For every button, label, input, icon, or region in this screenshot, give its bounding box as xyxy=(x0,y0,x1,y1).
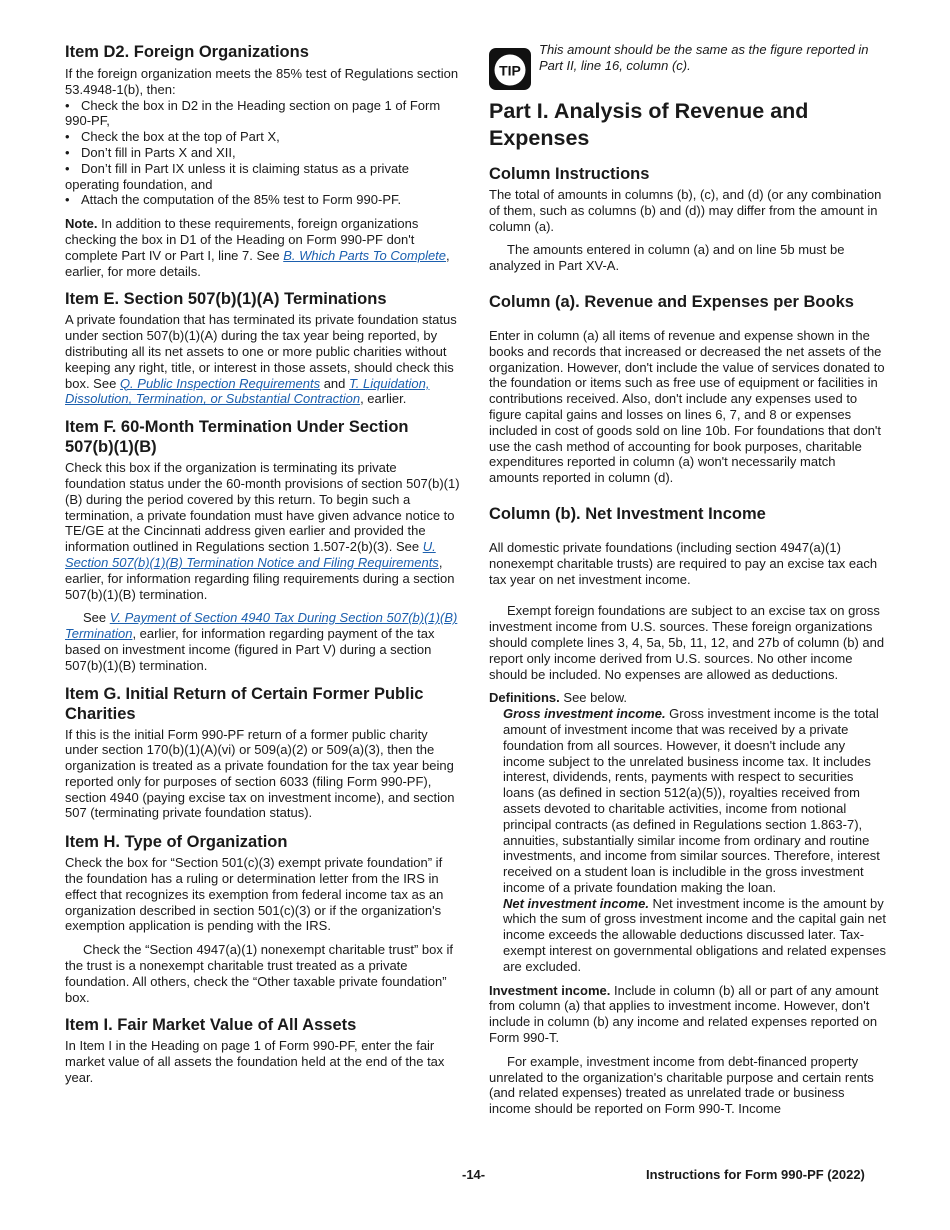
item-e-heading: Item E. Section 507(b)(1)(A) Terminations xyxy=(65,290,387,309)
item-i-heading: Item I. Fair Market Value of All Assets xyxy=(65,1016,357,1035)
link-liquidation-dissolution[interactable]: T. Liquidation, Dissolution, Termination, or Substantial Contraction xyxy=(65,375,430,407)
bullet-icon: • xyxy=(65,144,70,160)
column-instructions-section xyxy=(489,164,887,274)
net-investment-income-para: Net investment income. Net investment income is the amount by which the sum of gross investment income and the capital gain net income exceeds the allowable deductions discussed later. Tax-exempt interest on governmental obligations and related expenses are excluded. xyxy=(503,895,887,974)
column-b-heading: Column (b). Net Investment Income xyxy=(489,504,766,523)
item-h-text-2: Check the “Section 4947(a)(1) nonexempt charitable trust” box if the trust is a nonexempt charitable trust treated as a private foundation. All others, check the “Other taxable private foundation” box. xyxy=(65,942,453,1005)
item-h-heading: Item H. Type of Organization xyxy=(65,833,288,852)
left-column xyxy=(65,40,460,1086)
form-title-footer: Instructions for Form 990-PF (2022) xyxy=(646,1167,865,1182)
list-item: • Check the box in D2 in the Heading section on page 1 of Form 990-PF, xyxy=(65,97,441,129)
item-d2-bullet-list xyxy=(65,98,460,209)
bullet-icon: • xyxy=(65,129,70,145)
definitions-para: Definitions. See below. xyxy=(489,690,627,706)
gross-investment-income-label: Gross investment income. xyxy=(503,706,666,722)
item-f-heading: Item F. 60-Month Termination Under Section 507(b)(1)(B) xyxy=(65,418,409,457)
column-instructions-text-1: The total of amounts in columns (b), (c), and (d) (or any combination of them, such as columns (b) and (d)) may differ from the amount in column (a). xyxy=(489,187,882,234)
link-termination-notice[interactable]: U. Section 507(b)(1)(B) Termination Notice and Filing Requirements xyxy=(65,539,439,570)
list-item: • Attach the computation of the 85% test to Form 990-PF. xyxy=(65,192,402,208)
bullet-icon: • xyxy=(65,160,70,176)
column-a-section xyxy=(489,292,887,486)
column-b-text-2: Exempt foreign foundations are subject to an excise tax on gross investment income from U.S. sources. These foreign organizations should complete lines 3, 4, 5a, 5b, 11, 12, and 27b of column (b) and report only income derived from U.S. sources. No other income should be included. No expenses are allowed as deductions. xyxy=(489,603,885,682)
bullet-icon: • xyxy=(65,192,70,208)
tip-label: TIP xyxy=(499,62,521,79)
item-h-text-1: Check the box for “Section 501(c)(3) exempt private foundation” if the foundation has a ruling or determination letter from the IRS in effect that recognizes its exemption from federal income tax as an organization described in section 501(c)(3) or if the organization's exemption application is pending with the IRS. xyxy=(65,855,444,934)
column-a-heading: Column (a). Revenue and Expenses per Books xyxy=(489,292,854,311)
bullet-icon: • xyxy=(65,97,70,113)
item-d2-heading: Item D2. Foreign Organizations xyxy=(65,43,309,61)
item-e-section xyxy=(65,289,460,407)
right-column xyxy=(489,42,887,1117)
note-label: Note. xyxy=(65,216,98,232)
column-a-text: Enter in column (a) all items of revenue and expense shown in the books and records that increased or decreased the net assets of the organization. However, don't include the value of services donated to the foundation or items such as free use of equipment or facilities in contributions received. Also, don't include any expenses used to figure capital gains and losses on lines 6, 7, and 8 or expenses included in cost of goods sold on line 10b. For foundations that don't use the cash method of accounting for book purposes, charitable expenditures reported in column (a) won't necessarily match amounts reported in column (d). xyxy=(489,327,885,486)
item-f-text: Check this box if the organization is terminating its private foundation status under the 60-month provisions of section 507(b)(1)(B) during the period covered by this return. To begin such a termination, a private foundation must have given advance notice to TE/GE at the Cincinnati address given earlier and provided the information outlined in Regulations section 1.507-2(b)(3). See U. Section 507(b)(1)(B) Termination Notice and Filing Requirements, earlier, for information regarding filing requirements during a section 507(b)(1)(B) termination. xyxy=(65,460,460,602)
item-d2-intro: If the foreign organization meets the 85% test of Regulations section 53.4948-1(b), then: xyxy=(65,66,459,97)
investment-income-label: Investment income. xyxy=(489,982,611,998)
gross-investment-income-para: Gross investment income. Gross investment income is the total amount of investment income that was received by a private foundation from all sources. However, it doesn't include any income subject to the unrelated business income tax. It includes interest, dividends, rents, payments with respect to securities loans (as defined in section 512(a)(5)), royalties received from assets devoted to charitable activities, income from notional principal contracts (as defined in Regulations section 1.863-7), annuities, substantially similar income from ordinary and routine investments, and income from similar sources. Therefore, interest received on a student loan is includible in the gross investment income of a private foundation making the loan. xyxy=(503,706,880,895)
column-instructions-text-2: The amounts entered in column (a) and on line 5b must be analyzed in Part XV-A. xyxy=(489,242,845,274)
tip-icon xyxy=(489,48,531,90)
investment-income-example: For example, investment income from debt-financed property unrelated to the organization's charitable purpose and certain rents (and related expenses) treated as unrelated trade or business income should be reported on Form 990-T. Income xyxy=(489,1053,874,1117)
column-b-text-1: All domestic private foundations (including section 4947(a)(1) nonexempt charitable trusts) are required to pay an excise tax each tax year on net investment income. xyxy=(489,539,878,587)
tip-text: This amount should be the same as the figure reported in Part II, line 16, column (c). xyxy=(539,42,869,73)
item-d2-note: Note. In addition to these requirements, foreign organizations checking the box in D1 of the Heading on Form 990-PF don't complete Part IV or Part I, line 7. See B. Which Parts To Complete, earlier, for more details. xyxy=(65,216,450,279)
part-i-heading: Part I. Analysis of Revenue and Expenses xyxy=(489,99,809,150)
list-item: • Don’t fill in Part IX unless it is claiming status as a private operating foundation, and xyxy=(65,160,410,192)
item-f-see-text: See V. Payment of Section 4940 Tax During Section 507(b)(1)(B) Termination, earlier, for information regarding payment of the tax based on investment income (figured in Part V) during a section 507(b)(1)(B) termination. xyxy=(65,610,458,673)
page-number: -14- xyxy=(462,1167,486,1182)
item-g-section xyxy=(65,684,460,822)
item-e-text: A private foundation that has terminated its private foundation status under section 507(b)(1)(A) during the tax year being reported, by distributing all its net assets to one or more public charities without keeping any right, title, or interest in those assets, should check this box. See Q. Public Inspection Requirements and T. Liquidation, Dissolution, Termination, or Substantial Contraction, earlier. xyxy=(65,312,457,407)
item-g-heading: Item G. Initial Return of Certain Former Public Charities xyxy=(65,684,424,723)
item-d2-section xyxy=(65,42,460,279)
link-public-inspection[interactable]: Q. Public Inspection Requirements xyxy=(119,375,321,391)
investment-income-para: Investment income. Include in column (b) all or part of any amount from column (a) that applies to investment income. However, don't include in column (b) any income and related expenses reported on Form 990-T. xyxy=(489,982,879,1046)
list-item: • Check the box at the top of Part X, xyxy=(65,129,280,145)
column-instructions-heading: Column Instructions xyxy=(489,165,650,183)
column-b-section xyxy=(489,504,887,1117)
net-investment-income-label: Net investment income. xyxy=(503,895,649,911)
definitions-label: Definitions. xyxy=(489,690,560,706)
item-g-text: If this is the initial Form 990-PF return of a former public charity under section 170(b)(1)(A)(vi) or 509(a)(2) or 509(a)(3), then the organization is treated as a private foundation for the tax year being reported only for purposes of section 6033 (filing Form 990-PF), section 4940 (paying excise tax on investment income), and section 507 (terminating private foundation status). xyxy=(65,726,455,821)
tip-box xyxy=(489,42,887,90)
link-payment-section-4940[interactable]: V. Payment of Section 4940 Tax During Section 507(b)(1)(B) Termination xyxy=(65,610,458,642)
item-i-section xyxy=(65,1015,460,1085)
item-f-section xyxy=(65,417,460,673)
list-item: • Don’t fill in Parts X and XII, xyxy=(65,144,236,160)
item-i-text: In Item I in the Heading on page 1 of Form 990-PF, enter the fair market value of all assets the foundation held at the end of the tax year. xyxy=(65,1038,445,1086)
item-h-section xyxy=(65,832,460,1005)
link-which-parts-to-complete[interactable]: B. Which Parts To Complete xyxy=(283,247,447,263)
